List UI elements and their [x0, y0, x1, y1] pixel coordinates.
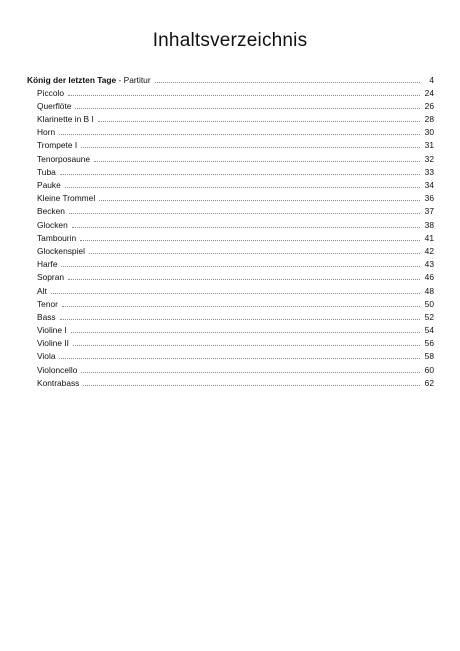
table-of-contents [27, 70, 434, 389]
dot-leader [69, 213, 420, 214]
toc-entry-label: Tenor [37, 298, 58, 309]
toc-entry-page: 33 [424, 166, 434, 177]
toc-entry-label: Querflöte [37, 100, 72, 111]
toc-entry-page: 46 [424, 272, 434, 283]
toc-entry[interactable] [27, 349, 434, 362]
toc-entry-page: 38 [424, 219, 434, 230]
toc-entry-page: 26 [424, 100, 434, 111]
toc-entry-page: 36 [424, 193, 434, 204]
dot-leader [80, 240, 420, 241]
dot-leader [75, 108, 420, 109]
toc-entry[interactable] [27, 125, 434, 138]
toc-entry-page: 50 [424, 298, 434, 309]
toc-entry-page: 58 [424, 351, 434, 362]
toc-entry-page: 24 [424, 87, 434, 98]
dot-leader [98, 121, 420, 122]
toc-entry-main[interactable] [27, 70, 434, 86]
toc-entry-label: Tenorposaune [37, 153, 91, 164]
dot-leader [60, 319, 420, 320]
toc-entry[interactable] [27, 376, 434, 389]
dot-leader [59, 134, 420, 135]
toc-entry[interactable] [27, 297, 434, 310]
toc-entry-label: Glocken [37, 219, 68, 230]
toc-entry-page: 31 [424, 140, 434, 151]
toc-entry-label: Viola [37, 351, 56, 362]
toc-entry[interactable] [27, 112, 434, 125]
toc-entry-page: 4 [429, 74, 434, 85]
toc-entry-page: 60 [424, 364, 434, 375]
toc-entry[interactable] [27, 204, 434, 217]
toc-entry[interactable] [27, 362, 434, 375]
toc-entry[interactable] [27, 270, 434, 283]
toc-entry[interactable] [27, 231, 434, 244]
dot-leader [60, 174, 420, 175]
dot-leader [81, 147, 420, 148]
toc-entry[interactable] [27, 178, 434, 191]
toc-entry-page: 28 [424, 114, 434, 125]
toc-entry-page: 56 [424, 338, 434, 349]
toc-entry-label: Klarinette in B I [37, 114, 94, 125]
dot-leader [89, 253, 420, 254]
dot-leader [83, 385, 420, 386]
toc-entry-page: 41 [424, 232, 434, 243]
toc-entry[interactable] [27, 323, 434, 336]
toc-entry[interactable] [27, 138, 434, 151]
toc-entry[interactable] [27, 244, 434, 257]
toc-entry[interactable] [27, 99, 434, 112]
page-title: Inhaltsverzeichnis [152, 30, 308, 51]
toc-entry-label: Harfe [37, 259, 58, 270]
toc-entry-page: 42 [424, 245, 434, 256]
dot-leader [59, 358, 420, 359]
toc-entry[interactable] [27, 283, 434, 296]
toc-entry-label: Violine I [37, 325, 67, 336]
toc-entry[interactable] [27, 151, 434, 164]
toc-entry-label: Bass [37, 311, 56, 322]
toc-entry-label: Glockenspiel [37, 245, 85, 256]
toc-entry-label: Pauke [37, 180, 61, 190]
toc-entry-title: König der letzten Tage [27, 74, 117, 85]
toc-entry-label: Tambourin [37, 232, 77, 243]
toc-entry-page: 30 [424, 127, 434, 138]
toc-entry-label: Horn [37, 127, 56, 138]
toc-entry-page: 43 [424, 259, 434, 270]
toc-entry-label: Kontrabass [37, 377, 80, 388]
toc-entry-label: Piccolo [37, 87, 64, 98]
toc-entry[interactable] [27, 165, 434, 178]
toc-entry-label: Trompete I [37, 140, 78, 151]
dot-leader [68, 279, 420, 280]
toc-entry-suffix: - Partitur [116, 74, 151, 85]
toc-entry[interactable] [27, 191, 434, 204]
toc-entry-label: Alt [37, 285, 47, 296]
dot-leader [68, 95, 420, 96]
toc-entry-page: 62 [424, 377, 434, 388]
toc-entry-label: Violoncello [37, 364, 78, 375]
toc-entry-page: 52 [424, 311, 434, 322]
toc-entry-label: Kleine Trommel [37, 193, 96, 204]
toc-entry-page: 37 [424, 206, 434, 217]
dot-leader [73, 345, 420, 346]
toc-entry-label: Becken [37, 206, 65, 217]
toc-entry-label: Violine II [37, 338, 69, 349]
toc-entry[interactable] [27, 86, 434, 99]
toc-entry[interactable] [27, 217, 434, 230]
dot-leader [94, 161, 420, 162]
dot-leader [61, 266, 420, 267]
dot-leader [71, 332, 420, 333]
toc-entry[interactable] [27, 257, 434, 270]
dot-leader [155, 82, 420, 83]
toc-entry-page: 32 [424, 153, 434, 164]
toc-entry-label [27, 75, 151, 86]
dot-leader [62, 306, 420, 307]
toc-entry-label: Sopran [37, 272, 65, 283]
dot-leader [65, 187, 420, 188]
dot-leader [72, 227, 420, 228]
toc-entry-page: 34 [424, 180, 434, 190]
toc-entry[interactable] [27, 336, 434, 349]
toc-entry-label: Tuba [37, 166, 56, 177]
dot-leader [99, 200, 420, 201]
toc-entry[interactable] [27, 310, 434, 323]
toc-entry-page: 54 [424, 325, 434, 336]
toc-entry-page: 48 [424, 285, 434, 296]
dot-leader [81, 372, 420, 373]
dot-leader [51, 293, 420, 294]
